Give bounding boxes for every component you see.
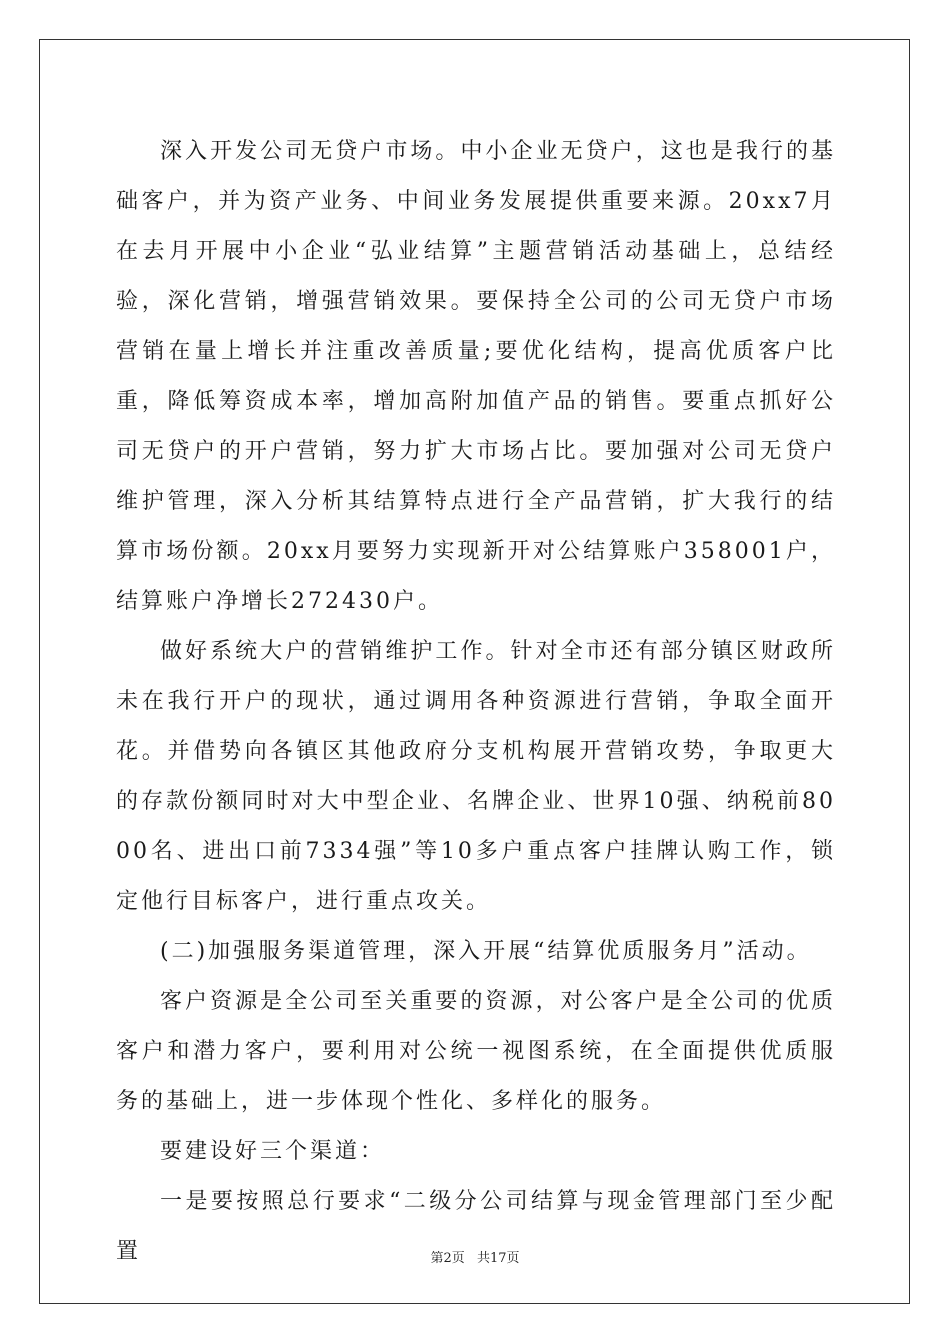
- paragraph: 客户资源是全公司至关重要的资源，对公客户是全公司的优质客户和潜力客户，要利用对公统一视图系统，在全面提供优质服务的基础上，进一步体现个性化、多样化的服务。: [116, 989, 836, 1114]
- paragraph: 做好系统大户的营销维护工作。针对全市还有部分镇区财政所未在我行开户的现状，通过调用各种资源进行营销，争取全面开花。并借势向各镇区其他政府分支机构展开营销攻势，争取更大的存款份额同时对大中型企业、名牌企业、世界10强、纳税前8000名、进出口前7334强”等10多户重点客户挂牌认购工作，锁定他行目标客户，进行重点攻关。: [116, 639, 836, 914]
- paragraph: 深入开发公司无贷户市场。中小企业无贷户，这也是我行的基础客户，并为资产业务、中间业务发展提供重要来源。20xx7月在去月开展中小企业“弘业结算”主题营销活动基础上，总结经验，深化营销，增强营销效果。要保持全公司的公司无贷户市场营销在量上增长并注重改善质量;要优化结构，提高优质客户比重，降低筹资成本率，增加高附加值产品的销售。要重点抓好公司无贷户的开户营销，努力扩大市场占比。要加强对公司无贷户维护管理，深入分析其结算特点进行全产品营销，扩大我行的结算市场份额。20xx月要努力实现新开对公结算账户358001户，结算账户净增长272430户。: [116, 139, 836, 614]
- paragraph: 一是要按照总行要求“二级分公司结算与现金管理部门至少配置: [116, 1189, 836, 1264]
- paragraph: 要建设好三个渠道：: [160, 1139, 386, 1164]
- page-footer: [0, 1247, 950, 1266]
- document-body: [116, 127, 836, 1277]
- paragraph: (二)加强服务渠道管理，深入开展“结算优质服务月”活动。: [160, 939, 812, 964]
- page-number: 第2页: [430, 1251, 465, 1266]
- page-total: 共17页: [476, 1251, 520, 1266]
